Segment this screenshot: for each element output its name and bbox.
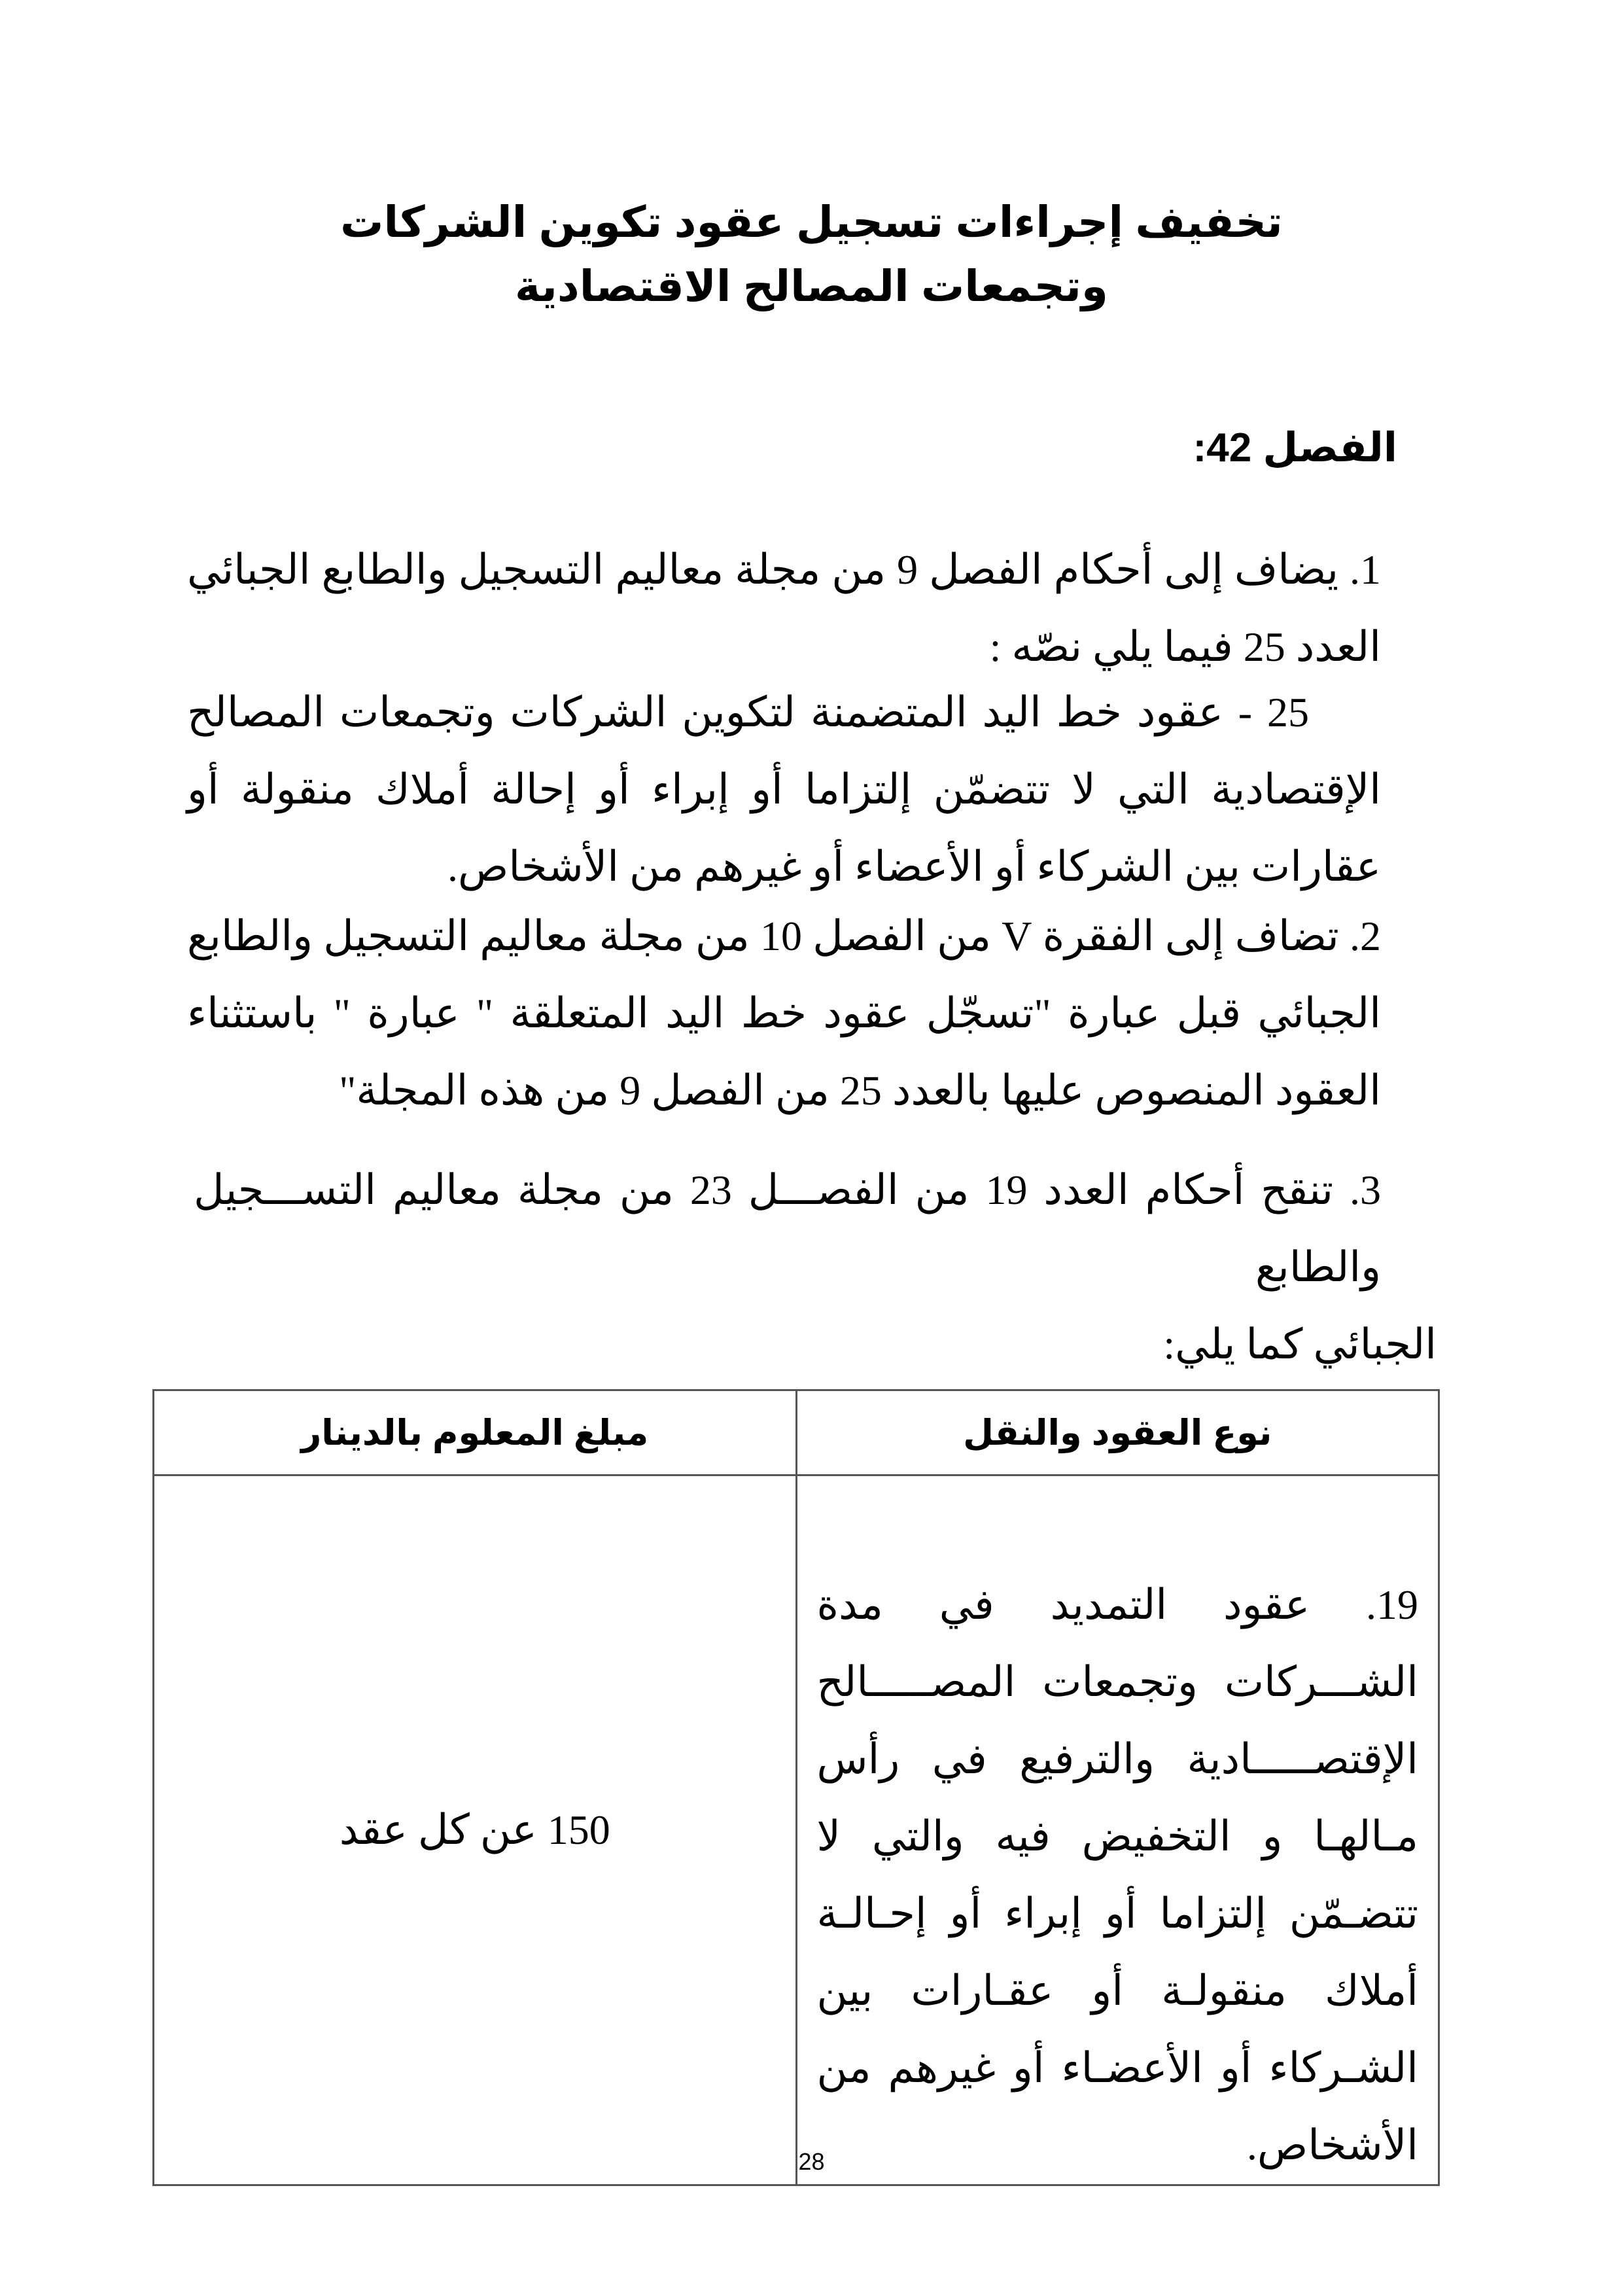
paragraph-1-quote: 25 - عقود خط اليد المتضمنة لتكوين الشركات وتجمعات المصالح الإقتصادية التي لا تتضمّن إلتزاما أو إبراء أو إحالة أملاك منقولة أو عقارات بين الشركاء أو الأعضاء أو غيرهم من الأشخاص. [187,689,1382,890]
chapter-heading: الفصل 42: [1193,425,1397,470]
paragraph-3-line-2: الجبائي كما يلي: [1163,1321,1437,1368]
paragraph-3 [194,1152,1437,1383]
table-row [154,1475,1439,2185]
title-line-1: تخفيف إجراءات تسجيل عقود تكوين الشركات [340,198,1283,246]
cell-fee-amount: 150 عن كل عقد [154,1475,797,2185]
fee-table-header-row [154,1390,1439,1475]
paragraph-2: 2. تضاف إلى الفقرة V من الفصل 10 من مجلة معاليم التسجيل والطابع الجبائي قبل عبارة "تسجّل عقود خط اليد المتعلقة " عبارة " باستثناء العقود المنصوص عليها بالعدد 25 من الفصل 9 من هذه المجلة" [187,913,1382,1114]
paragraph-3-line-1: 3. تنقح أحكام العدد 19 من الفصـــل 23 من مجلة معاليم التســـجيل والطابع [194,1167,1382,1290]
header-fee-amount: مبلغ المعلوم بالدينار [154,1390,797,1475]
header-contract-type: نوع العقود والنقل [796,1390,1439,1475]
page-number: 28 [798,2148,825,2175]
cell-contract-type: 19. عقود التمديد في مدة الشـــركات وتجمعات المصـــــالح الإقتصـــــادية والترفيع في رأس مـالهـا و التخفيض فيه والتي لا تتضـمّن إلتزاما أو إبراء أو إحـالـة أملاك منقولـة أو عقـارات بين الشـركاء أو الأعضـاء أو غيرهم من الأشخاص. [796,1475,1439,2185]
fee-table [152,1389,1440,2186]
paragraph-1: 1. يضاف إلى أحكام الفصل 9 من مجلة معاليم التسجيل والطابع الجبائي العدد 25 فيما يلي نصّه : [187,546,1382,670]
title-line-2: وتجمعات المصالح الاقتصادية [515,262,1108,310]
document-title [0,190,1623,318]
